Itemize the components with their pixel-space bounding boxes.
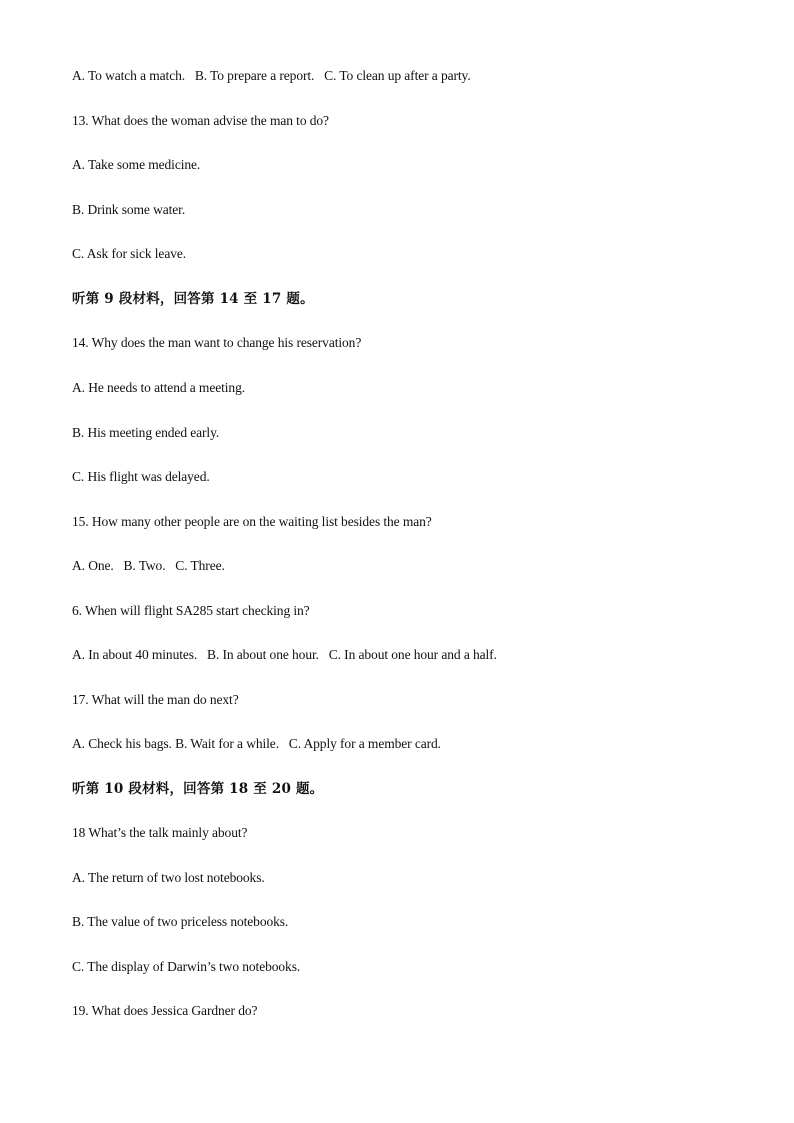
- q14-option-b: B. His meeting ended early.: [72, 425, 220, 440]
- q14-option-a: A. He needs to attend a meeting.: [72, 380, 245, 395]
- q15-options: A. One. B. Two. C. Three.: [72, 558, 225, 573]
- q17-question: 17. What will the man do next?: [72, 692, 239, 707]
- q19-question: 19. What does Jessica Gardner do?: [72, 1003, 258, 1018]
- q16-options: A. In about 40 minutes. B. In about one hour. C. In about one hour and a half.: [72, 647, 497, 662]
- q18-question: 18 What’s the talk mainly about?: [72, 825, 248, 840]
- q14-question: 14. Why does the man want to change his reservation?: [72, 335, 362, 350]
- q14-option-c: C. His flight was delayed.: [72, 469, 210, 484]
- q13-option-b: B. Drink some water.: [72, 202, 186, 217]
- q18-option-c: C. The display of Darwin’s two notebooks.: [72, 959, 301, 974]
- q16-question: 6. When will flight SA285 start checking in?: [72, 603, 310, 618]
- q18-option-a: A. The return of two lost notebooks.: [72, 870, 265, 885]
- q17-options: A. Check his bags. B. Wait for a while. C. Apply for a member card.: [72, 736, 441, 751]
- q13-option-a: A. Take some medicine.: [72, 157, 201, 172]
- q18-option-b: B. The value of two priceless notebooks.: [72, 914, 289, 929]
- section-heading-10: 听第 10 段材料，回答第 18 至 20 题。: [72, 781, 324, 797]
- section-heading-9: 听第 9 段材料，回答第 14 至 17 题。: [72, 291, 314, 307]
- q15-question: 15. How many other people are on the waiting list besides the man?: [72, 514, 432, 529]
- q13-option-c: C. Ask for sick leave.: [72, 246, 187, 261]
- q12-options: A. To watch a match. B. To prepare a report. C. To clean up after a party.: [72, 68, 471, 83]
- q13-question: 13. What does the woman advise the man to do?: [72, 113, 329, 128]
